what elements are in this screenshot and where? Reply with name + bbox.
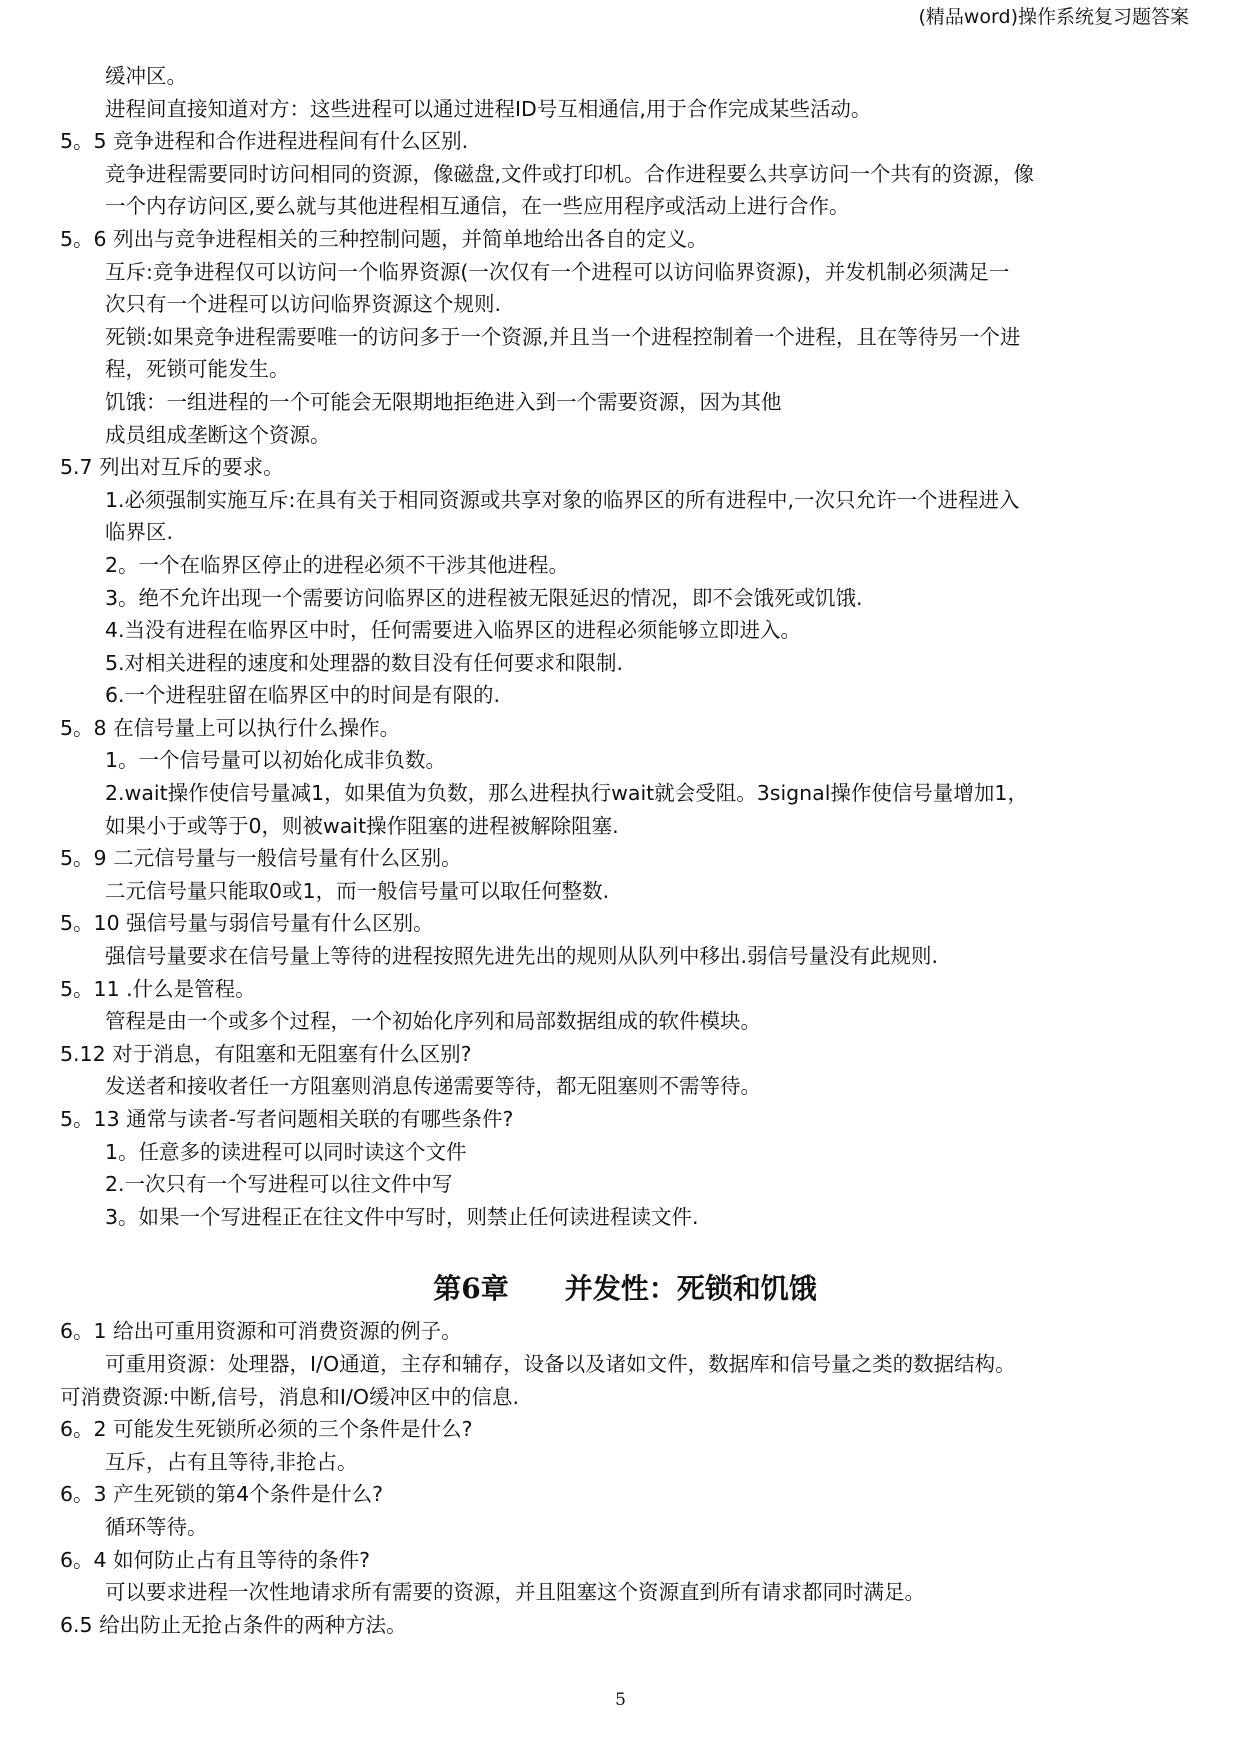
chapter-title-text: 并发性：死锁和饥饿 — [564, 1272, 817, 1306]
question-line: 6.5 给出防止无抢占条件的两种方法。 — [60, 1612, 407, 1637]
answer-line: 竞争进程需要同时访问相同的资源，像磁盘,文件或打印机。合作进程要么共享访问一个共有的资源，像 — [105, 161, 1035, 186]
question-line: 6。4 如何防止占有且等待的条件? — [60, 1547, 370, 1572]
question-line: 5。8 在信号量上可以执行什么操作。 — [60, 715, 401, 740]
section-5-answers — [60, 60, 1190, 1233]
section-6-answers — [60, 1315, 1190, 1641]
running-header: (精品word)操作系统复习题答案 — [918, 6, 1189, 28]
answer-line: 1.必须强制实施互斥:在具有关于相同资源或共享对象的临界区的所有进程中,一次只允许一个进程进入 — [105, 487, 1020, 512]
answer-line: 饥饿：一组进程的一个可能会无限期地拒绝进入到一个需要资源，因为其他 — [105, 389, 782, 414]
question-line: 5.12 对于消息，有阻塞和无阻塞有什么区别? — [60, 1041, 472, 1066]
answer-line: 次只有一个进程可以访问临界资源这个规则. — [105, 292, 502, 317]
chapter-number: 第6章 — [433, 1272, 509, 1306]
chapter-title — [60, 1272, 1190, 1306]
question-line: 5。9 二元信号量与一般信号量有什么区别。 — [60, 846, 462, 871]
question-line: 5。10 强信号量与弱信号量有什么区别。 — [60, 911, 434, 936]
question-line: 5。11 .什么是管程。 — [60, 976, 256, 1001]
answer-line: 缓冲区。 — [105, 64, 187, 88]
answer-line: 可消费资源:中断,信号，消息和I/O缓冲区中的信息. — [60, 1384, 520, 1409]
answer-line: 临界区. — [105, 520, 174, 545]
page-number: 5 — [615, 1690, 626, 1710]
answer-line: 二元信号量只能取0或1，而一般信号量可以取任何整数. — [105, 878, 610, 903]
answer-line: 6.一个进程驻留在临界区中的时间是有限的. — [105, 683, 501, 708]
answer-line: 死锁:如果竞争进程需要唯一的访问多于一个资源,并且当一个进程控制着一个进程，且在等待另一个进 — [105, 324, 1021, 349]
answer-line: 强信号量要求在信号量上等待的进程按照先进先出的规则从队列中移出.弱信号量没有此规则. — [105, 944, 939, 969]
answer-line: 程，死锁可能发生。 — [105, 357, 290, 382]
question-line: 6。1 给出可重用资源和可消费资源的例子。 — [60, 1319, 462, 1344]
answer-line: 3。如果一个写进程正在往文件中写时，则禁止任何读进程读文件. — [105, 1204, 699, 1229]
answer-line: 2.一次只有一个写进程可以往文件中写 — [105, 1172, 453, 1197]
answer-line: 可以要求进程一次性地请求所有需要的资源，并且阻塞这个资源直到所有请求都同时满足。 — [105, 1580, 925, 1605]
answer-line: 互斥，占有且等待,非抢占。 — [105, 1449, 358, 1474]
question-line: 6。2 可能发生死锁所必须的三个条件是什么? — [60, 1417, 473, 1442]
answer-line: 1。一个信号量可以初始化成非负数。 — [105, 748, 447, 773]
page-body — [60, 60, 1190, 1641]
answer-line: 可重用资源：处理器，I/O通道，主存和辅存，设备以及诸如文件，数据库和信号量之类的数据结构。 — [105, 1351, 1016, 1376]
answer-line: 1。任意多的读进程可以同时读这个文件 — [105, 1139, 467, 1164]
answer-line: 一个内存访问区,要么就与其他进程相互通信，在一些应用程序或活动上进行合作。 — [105, 194, 850, 219]
question-line: 5。5 竞争进程和合作进程进程间有什么区别. — [60, 129, 469, 154]
question-line: 6。3 产生死锁的第4个条件是什么? — [60, 1482, 384, 1507]
answer-line: 管程是由一个或多个过程，一个初始化序列和局部数据组成的软件模块。 — [105, 1009, 761, 1034]
question-line: 5.7 列出对互斥的要求。 — [60, 455, 284, 480]
answer-line: 3。绝不允许出现一个需要访问临界区的进程被无限延迟的情况，即不会饿死或饥饿. — [105, 585, 863, 610]
question-line: 5。13 通常与读者-写者问题相关联的有哪些条件? — [60, 1107, 514, 1131]
answer-line: 发送者和接收者任一方阻塞则消息传递需要等待，都无阻塞则不需等待。 — [105, 1074, 761, 1099]
answer-line: 如果小于或等于0，则被wait操作阻塞的进程被解除阻塞. — [105, 813, 619, 838]
answer-line: 循环等待。 — [105, 1514, 208, 1539]
answer-line: 成员组成垄断这个资源。 — [105, 422, 331, 447]
question-line: 5。6 列出与竞争进程相关的三种控制问题，并简单地给出各自的定义。 — [60, 226, 708, 251]
answer-line: 5.对相关进程的速度和处理器的数目没有任何要求和限制. — [105, 650, 624, 675]
answer-line: 2。一个在临界区停止的进程必须不干涉其他进程。 — [105, 552, 570, 577]
answer-line: 4.当没有进程在临界区中时，任何需要进入临界区的进程必须能够立即进入。 — [105, 618, 802, 643]
answer-line: 互斥:竞争进程仅可以访问一个临界资源(一次仅有一个进程可以访问临界资源)，并发机制必须满足一 — [105, 259, 1010, 284]
answer-line: 2.wait操作使信号量减1，如果值为负数，那么进程执行wait就会受阻。3signal操作使信号量增加1， — [105, 781, 1028, 806]
answer-line: 进程间直接知道对方：这些进程可以通过进程ID号互相通信,用于合作完成某些活动。 — [105, 96, 872, 121]
